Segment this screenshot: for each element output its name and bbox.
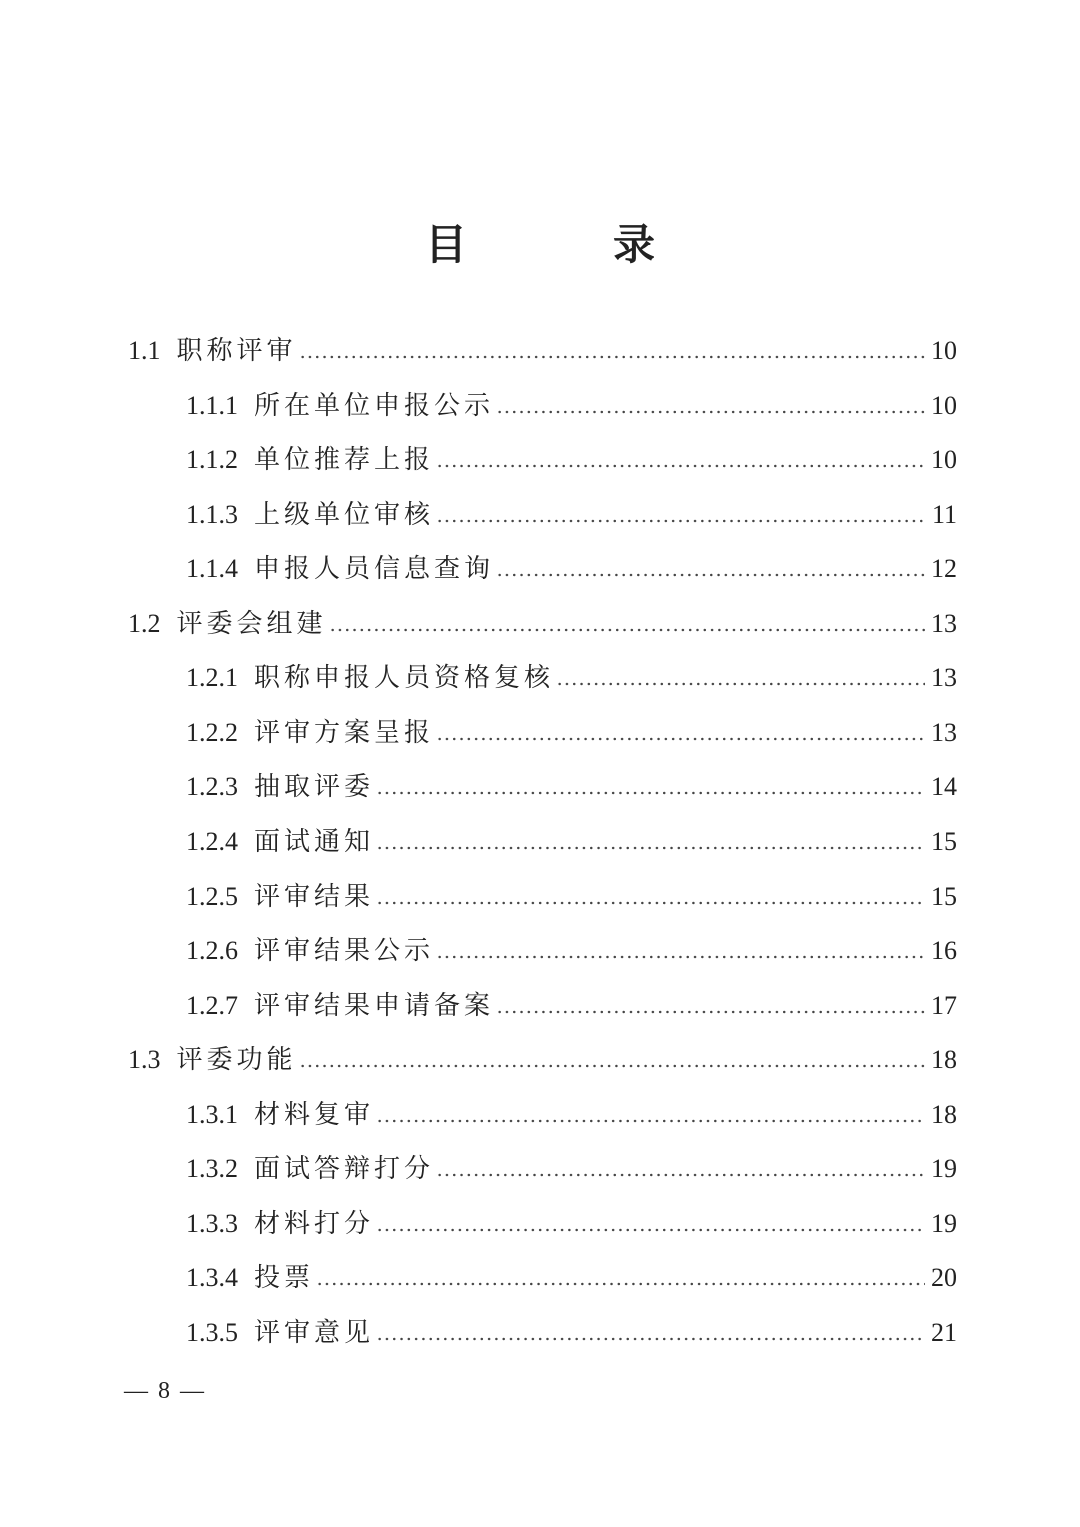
toc-entry[interactable] [186, 1142, 957, 1196]
toc-entry-page: 13 [931, 608, 957, 638]
toc-entry-number: 1.1 [128, 336, 161, 365]
toc-entry-page: 15 [931, 881, 957, 911]
toc-entry-label: 材料打分 [254, 1208, 375, 1238]
toc-entry-page: 16 [931, 936, 957, 966]
dot-leader [299, 1033, 925, 1087]
toc-entry-label: 面试通知 [254, 826, 375, 856]
toc-entry-label: 职称申报人员资格复核 [254, 663, 555, 693]
toc-entry-number: 1.3.5 [186, 1317, 238, 1347]
toc-entry-number: 1.2 [128, 608, 161, 638]
dot-leader [299, 324, 925, 378]
toc-entry[interactable] [186, 760, 957, 814]
toc-entry-page: 13 [931, 717, 957, 747]
toc-entry[interactable] [186, 706, 957, 760]
toc-entry-page: 10 [931, 336, 957, 365]
dot-leader [376, 1088, 925, 1142]
toc-entry-label: 职称评审 [176, 336, 297, 365]
toc-entry-label: 评审意见 [254, 1317, 375, 1347]
dot-leader [329, 597, 925, 651]
dot-leader [376, 760, 925, 814]
toc-entry-number: 1.3.4 [186, 1263, 238, 1293]
toc-entry-label: 单位推荐上报 [254, 445, 435, 475]
toc-entry-number: 1.3 [128, 1045, 161, 1075]
toc-entry[interactable] [186, 1251, 957, 1305]
toc-entry-label: 评审结果公示 [254, 936, 435, 966]
toc-entry-label: 申报人员信息查询 [254, 554, 495, 584]
toc-entry[interactable] [186, 651, 957, 705]
toc-entry-label: 评审结果申请备案 [254, 990, 495, 1020]
page-number-footer: — 8 — [124, 1378, 206, 1404]
toc-entry[interactable] [186, 924, 957, 978]
dot-leader [376, 815, 925, 869]
toc-entry[interactable] [186, 1197, 957, 1251]
toc-entry[interactable] [186, 433, 957, 487]
toc-entry-number: 1.1.3 [186, 499, 238, 529]
toc-entry[interactable] [128, 597, 957, 651]
toc-entry-number: 1.2.4 [186, 826, 238, 856]
dot-leader [376, 1306, 925, 1360]
toc-entry-label: 评委会组建 [176, 608, 327, 638]
toc-entry-label: 评委功能 [176, 1045, 297, 1075]
toc-entry-page: 10 [931, 445, 957, 475]
toc-entry-number: 1.2.3 [186, 772, 238, 802]
dot-leader [556, 651, 925, 705]
toc-entry[interactable] [128, 324, 957, 378]
dot-leader [496, 379, 925, 433]
toc-entry-page: 19 [931, 1154, 957, 1184]
dot-leader [316, 1251, 925, 1305]
toc-entry-number: 1.2.7 [186, 990, 238, 1020]
dot-leader [436, 706, 925, 760]
toc-entry-number: 1.3.3 [186, 1208, 238, 1238]
toc-entry-page: 15 [931, 826, 957, 856]
dot-leader [496, 542, 925, 596]
toc-entry-number: 1.2.2 [186, 717, 238, 747]
toc-entry[interactable] [186, 1306, 957, 1360]
dot-leader [436, 1142, 925, 1196]
dot-leader [436, 488, 925, 542]
toc-entry-label: 材料复审 [254, 1099, 375, 1129]
toc-entry-page: 20 [931, 1263, 957, 1293]
toc-entry-page: 18 [931, 1099, 957, 1129]
toc-entry[interactable] [186, 815, 957, 869]
toc-entry[interactable] [186, 379, 957, 433]
toc-entry[interactable] [186, 979, 957, 1033]
toc-entry[interactable] [186, 488, 957, 542]
toc-entry-label: 评审结果 [254, 881, 375, 911]
toc-entry-label: 投票 [254, 1263, 315, 1293]
toc-entry-page: 11 [931, 499, 957, 529]
toc-entry[interactable] [186, 1088, 957, 1142]
toc-entry-number: 1.2.1 [186, 663, 238, 693]
toc-entry-page: 17 [931, 990, 957, 1020]
toc-entry-page: 19 [931, 1208, 957, 1238]
toc-entry[interactable] [128, 1033, 957, 1087]
toc-entry-page: 10 [931, 390, 957, 420]
toc-entry-number: 1.2.6 [186, 936, 238, 966]
toc-entry-number: 1.1.1 [186, 390, 238, 420]
dot-leader [376, 870, 925, 924]
toc-entry-number: 1.1.4 [186, 554, 238, 584]
toc-entry-number: 1.3.2 [186, 1154, 238, 1184]
dot-leader [436, 433, 925, 487]
toc-entry-number: 1.2.5 [186, 881, 238, 911]
toc-entry[interactable] [186, 870, 957, 924]
toc-entry-page: 21 [931, 1317, 957, 1347]
toc-entry-label: 抽取评委 [254, 772, 375, 802]
toc-entry-label: 所在单位申报公示 [254, 390, 495, 420]
dot-leader [496, 979, 925, 1033]
page-title: 目 录 [424, 223, 707, 269]
toc-entry[interactable] [186, 542, 957, 596]
dot-leader [376, 1197, 925, 1251]
toc-entry-page: 12 [931, 554, 957, 584]
toc-entry-label: 评审方案呈报 [254, 717, 435, 747]
toc-entry-page: 13 [931, 663, 957, 693]
dot-leader [436, 924, 925, 978]
toc-entry-number: 1.1.2 [186, 445, 238, 475]
toc-entry-page: 14 [931, 772, 957, 802]
toc-entry-page: 18 [931, 1045, 957, 1075]
toc-entry-number: 1.3.1 [186, 1099, 238, 1129]
toc-entry-label: 上级单位审核 [254, 499, 435, 529]
toc-entry-label: 面试答辩打分 [254, 1154, 435, 1184]
